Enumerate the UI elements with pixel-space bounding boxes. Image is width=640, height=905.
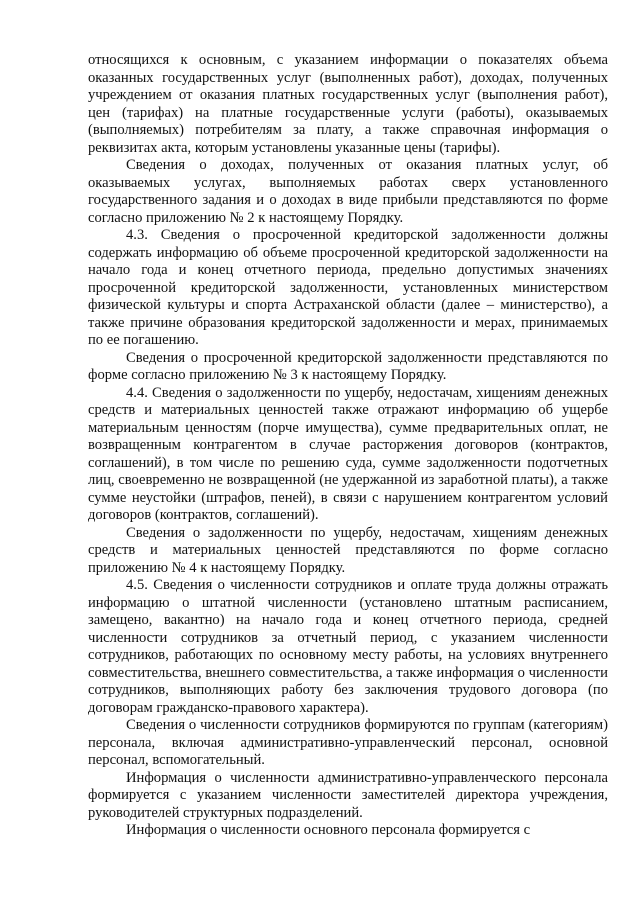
paragraph-overdue-payables-form: Сведения о просроченной кредиторской задолженности представляются по форме согласно приложению № 3 к настоящему Порядку. — [88, 349, 608, 383]
paragraph-damage-debt-form: Сведения о задолженности по ущербу, недостачам, хищениям денежных средств и материальных ценностей представляются по форме согласно приложению № 4 к настоящему Порядку. — [88, 524, 608, 576]
paragraph-paid-services-income: Сведения о доходах, полученных от оказания платных услуг, об оказываемых услугах, выполняемых работах сверх установленного государственного задания и о доходах в виде прибыли представляются по форме согласно приложению № 2 к настоящему Порядку. — [88, 157, 608, 226]
paragraph-4-4-damage-debt: 4.4. Сведения о задолженности по ущербу, недостачам, хищениям денежных средств и материальных ценностей также отражают информацию об ущербе материальным ценностям (порче имущества), сумме предварительных оплат, не возвращенным контрагентом в случае расторжения договоров (контрактов, соглашений), в том числе по решению суда, сумме задолженности подотчетных лиц, своевременно не возвращенной (не удержанной из заработной платы), а также сумме неустойки (штрафов, пеней), в связи с нарушением контрагентом условий договоров (контрактов, соглашений). — [88, 384, 608, 523]
paragraph-main-staff: Информация о численности основного персонала формируется с — [126, 822, 531, 838]
paragraph-4-5-staff-number: 4.5. Сведения о численности сотрудников и оплате труда должны отражать информацию о штатной численности (установлено штатным расписанием, замещено, вакантно) на начало года и конец отчетного периода, средней численности сотрудников за отчетный период, с указанием численности сотрудников, работающих по основному месту работы, на условиях внутреннего совместительства, внешнего совместительства, а также информация о численности сотрудников, выполняющих работу без заключения трудового договора (по договорам гражданско-правового характера). — [88, 577, 608, 716]
paragraph-4-3-overdue-payables: 4.3. Сведения о просроченной кредиторской задолженности должны содержать информацию об объеме просроченной кредиторской задолженности на начало года и конец отчетного периода, предельно допустимых значениях просроченной кредиторской задолженности, установленных министерством физической культуры и спорта Астраханской области (далее – министерство), а также причине образования кредиторской задолженности и мерах, принимаемых по ее погашению. — [88, 227, 608, 348]
paragraph-admin-staff: Информация о численности административно-управленческого персонала формируется с указанием численности заместителей директора учреждения, руководителей структурных подразделений. — [88, 769, 608, 821]
paragraph-continuation: относящихся к основным, с указанием информации о показателях объема оказанных государственных услуг (выполненных работ), доходах, полученных учреждением от оказания платных государственных услуг (выполнения работ), цен (тарифах) на платные государственные услуги (работы), оказываемых (выполняемых) потребителям за плату, а также справочная информация о реквизитах акта, которым установлены указанные цены (тарифы). — [88, 52, 608, 156]
paragraph-staff-groups: Сведения о численности сотрудников формируются по группам (категориям) персонала, включая административно-управленческий персонал, основной персонал, вспомогательный. — [88, 717, 608, 768]
